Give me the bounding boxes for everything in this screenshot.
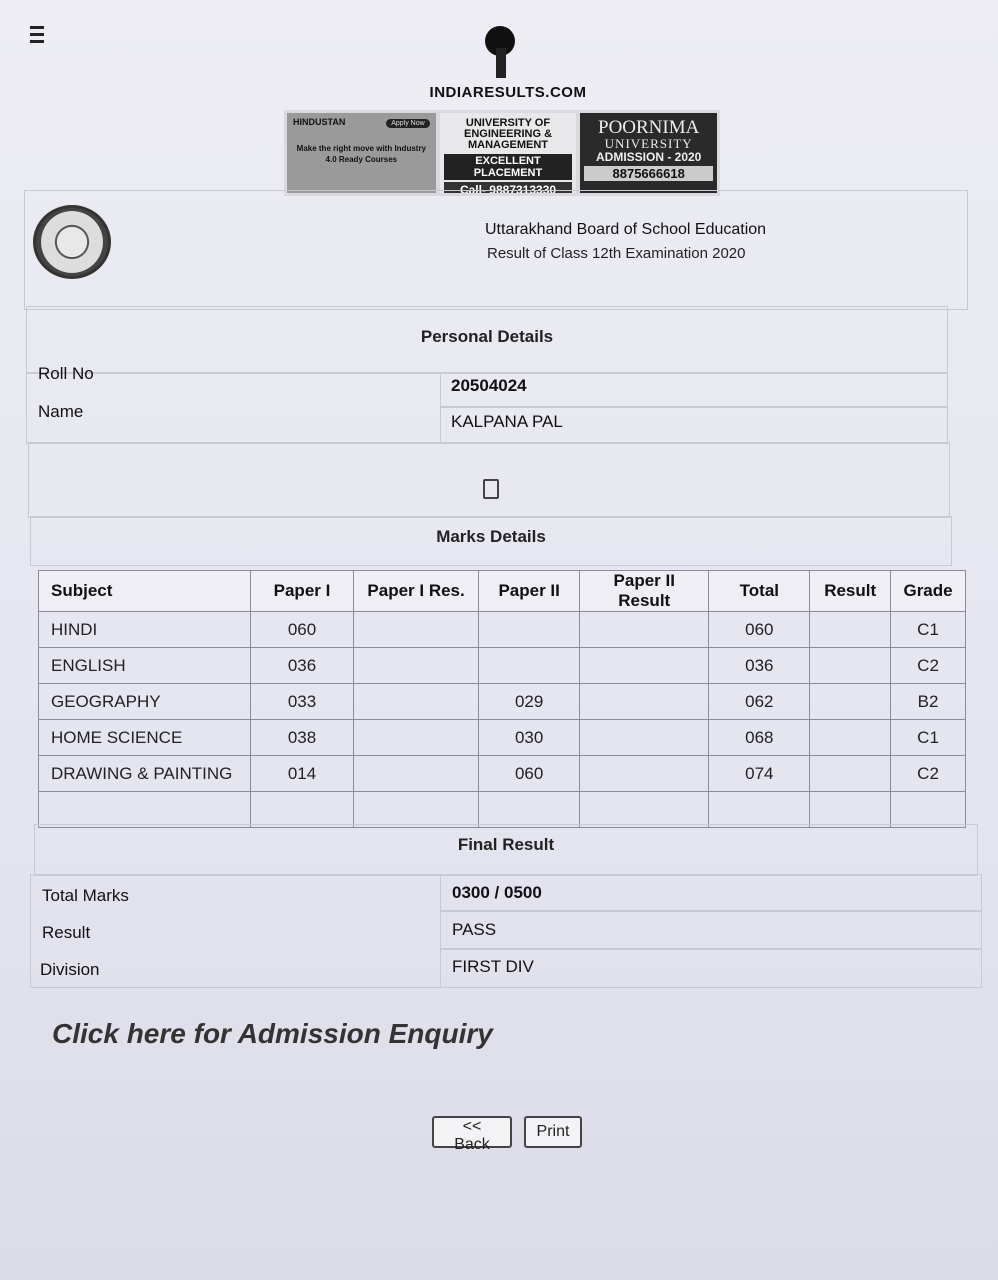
name-label: Name [38,402,84,421]
cell-paper2-result [580,756,709,792]
total-marks-label: Total Marks [42,886,129,905]
cell-paper1: 033 [251,684,354,720]
cell-paper2: 060 [479,756,580,792]
cell-paper1 [251,792,354,828]
division-label: Division [40,960,100,979]
cell-grade: C1 [891,720,966,756]
ad-poornima-line2: 8875666618 [584,166,713,181]
division-value: FIRST DIV [452,957,534,976]
ad-poornima[interactable] [580,113,717,193]
roll-label: Roll No [38,364,94,383]
cell-paper1-res [353,792,478,828]
col-paper1: Paper I [251,571,354,612]
ad-uem-line2: Call- 9887313330 [444,182,573,193]
cell-subject: DRAWING & PAINTING [39,756,251,792]
photo-row [28,442,950,518]
cell-subject [39,792,251,828]
cell-paper1: 014 [251,756,354,792]
table-row [39,648,966,684]
cell-result [810,792,891,828]
col-grade: Grade [891,571,966,612]
col-paper2: Paper II [479,571,580,612]
print-button[interactable]: Print [524,1116,582,1148]
table-row [39,756,966,792]
cell-paper2: 029 [479,684,580,720]
cell-grade: C2 [891,648,966,684]
cell-paper1-res [353,612,478,648]
result-label: Result [42,923,91,942]
cell-grade [891,792,966,828]
roll-value: 20504024 [451,376,527,395]
ad-poornima-line1: ADMISSION - 2020 [595,150,702,164]
name-value: KALPANA PAL [451,412,563,431]
ad-banner-strip [284,110,720,196]
cell-paper1: 036 [251,648,354,684]
exam-title: Result of Class 12th Examination 2020 [487,245,746,262]
cell-subject: GEOGRAPHY [39,684,251,720]
table-row [39,612,966,648]
cell-total: 036 [709,648,810,684]
board-seal-icon [33,205,111,279]
admission-enquiry-link[interactable]: Click here for Admission Enquiry [52,1018,493,1049]
result-value: PASS [452,920,497,939]
cell-paper1-res [353,648,478,684]
cell-total: 060 [709,612,810,648]
cell-paper2: 030 [479,720,580,756]
cell-paper1-res [353,720,478,756]
ad-poornima-subtitle: UNIVERSITY [604,136,693,151]
col-result: Result [810,571,891,612]
ad-hindustan-header: HINDUSTAN [293,117,346,127]
ad-hindustan[interactable] [287,113,436,193]
col-paper1-res: Paper I Res. [353,571,478,612]
cell-paper2 [479,612,580,648]
cell-total [709,792,810,828]
table-row [39,684,966,720]
cell-paper1: 060 [251,612,354,648]
marks-header-row [30,516,952,566]
cell-result [810,720,891,756]
table-row [39,792,966,828]
total-marks-value: 0300 / 0500 [452,883,542,902]
cell-paper2-result [580,612,709,648]
cell-result [810,756,891,792]
ad-poornima-title: POORNIMA [598,117,700,138]
ad-uem-title: UNIVERSITY OF ENGINEERING & MANAGEMENT [464,117,553,151]
marks-details-heading: Marks Details [436,527,546,546]
col-subject: Subject [39,571,251,612]
cell-subject: HOME SCIENCE [39,720,251,756]
cell-paper2 [479,648,580,684]
cell-total: 068 [709,720,810,756]
final-header-row [34,824,978,876]
marks-table [38,570,966,828]
cell-paper2-result [580,684,709,720]
board-title: Uttarakhand Board of School Education [485,221,767,238]
cell-paper2-result [580,720,709,756]
result-sheet [26,306,988,992]
cell-grade: B2 [891,684,966,720]
ad-uem[interactable] [440,113,577,193]
cell-subject: HINDI [39,612,251,648]
cell-result [810,684,891,720]
cell-paper1-res [353,684,478,720]
result-value-cell [440,910,982,950]
site-logo[interactable] [0,26,998,101]
document-icon [483,479,499,499]
board-header [24,190,968,310]
table-row [39,720,966,756]
cell-paper1: 038 [251,720,354,756]
cell-paper2 [479,792,580,828]
back-button[interactable]: << Back [432,1116,512,1148]
logo-mark-icon [481,26,517,82]
cell-result [810,648,891,684]
ad-uem-line1: EXCELLENT PLACEMENT [444,154,573,180]
cell-grade: C2 [891,756,966,792]
cell-paper1-res [353,756,478,792]
cell-total: 074 [709,756,810,792]
cell-result [810,612,891,648]
cell-grade: C1 [891,612,966,648]
ad-hindustan-text: Make the right move with Industry 4.0 Ready Courses [296,144,427,164]
col-total: Total [709,571,810,612]
ad-apply-button[interactable]: Apply Now [386,119,429,128]
cell-paper2-result [580,792,709,828]
logo-text: INDIARESULTS.COM [429,84,587,101]
marks-header [39,571,966,612]
final-result-heading: Final Result [457,835,555,854]
personal-header-row [26,306,948,374]
cell-subject: ENGLISH [39,648,251,684]
cell-total: 062 [709,684,810,720]
cell-paper2-result [580,648,709,684]
personal-details-heading: Personal Details [420,327,554,346]
col-paper2-result: Paper II Result [580,571,709,612]
